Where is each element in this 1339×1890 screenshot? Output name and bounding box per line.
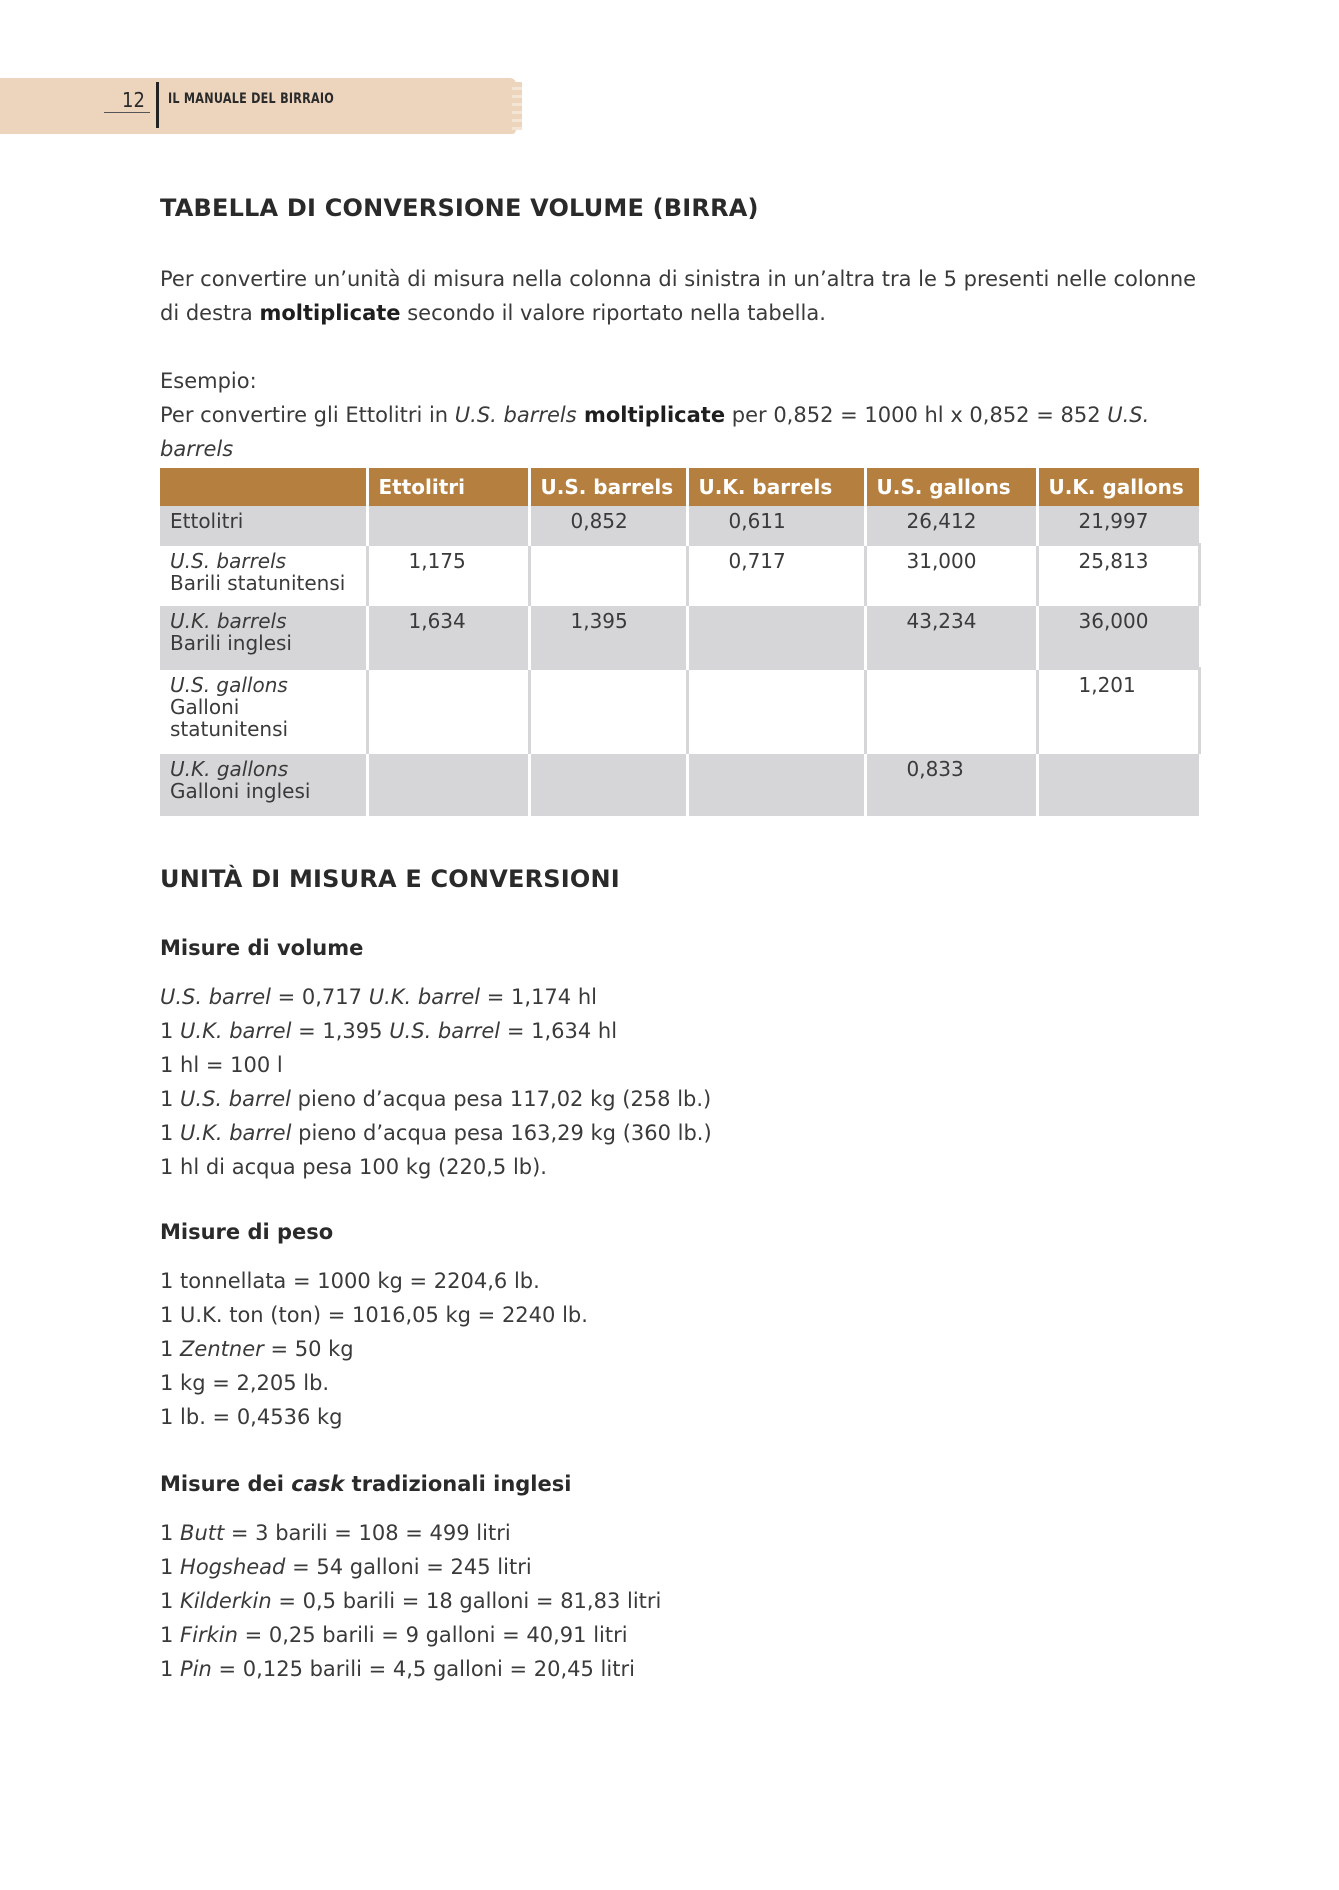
- table-cell: [687, 754, 865, 816]
- table-header-row: [160, 468, 1199, 506]
- table-cell: [367, 754, 529, 816]
- item-italic-1: Zentner: [180, 1337, 264, 1361]
- item-text-2: = 1,174 hl: [480, 985, 597, 1009]
- table-cell: 36,000: [1037, 606, 1199, 668]
- table-cell: 21,997: [1037, 506, 1199, 544]
- cask-list: [160, 1516, 1060, 1686]
- table-cell: 1,634: [367, 606, 529, 668]
- book-title: IL MANUALE DEL BIRRAIO: [168, 91, 335, 107]
- list-item: [160, 1082, 1060, 1116]
- header-divider: [156, 82, 159, 128]
- volume-list: [160, 980, 1060, 1184]
- intro-bold: moltiplicate: [259, 301, 401, 325]
- table-cell: 1,395: [529, 606, 687, 668]
- table-cell: [529, 544, 687, 606]
- example-text: [160, 398, 1200, 466]
- cask-title-1: Misure dei: [160, 1472, 292, 1496]
- item-italic-2: U.S. barrel: [389, 1019, 501, 1043]
- page-number: 12: [122, 88, 145, 112]
- example-block: [160, 364, 1200, 466]
- item-text-1: = 54 galloni = 245 litri: [285, 1555, 532, 1579]
- table-cell: [529, 668, 687, 754]
- intro-text-2: secondo il valore riportato nella tabella.: [400, 301, 826, 325]
- item-italic-1: U.K. barrel: [180, 1019, 292, 1043]
- table-cell: [687, 668, 865, 754]
- item-italic-1: Butt: [180, 1521, 225, 1545]
- item-text-1: = 50 kg: [263, 1337, 354, 1361]
- item-text-1: = 3 barili = 108 = 499 litri: [224, 1521, 511, 1545]
- row-header: [160, 754, 367, 816]
- table-cell: 25,813: [1037, 544, 1199, 606]
- weight-title: Misure di peso: [160, 1220, 334, 1244]
- item-italic-1: Pin: [180, 1657, 212, 1681]
- item-text-1: = 1,395: [291, 1019, 390, 1043]
- row-header-sub: Barili statunitensi: [170, 570, 346, 595]
- item-text-1: = 0,717: [270, 985, 369, 1009]
- example-text-2: per 0,852 = 1000 hl x 0,852 = 852: [725, 403, 1108, 427]
- cask-title: [160, 1472, 571, 1496]
- row-header-italic: U.K. gallons: [170, 757, 289, 781]
- table-header-cell: U.S. barrels: [529, 468, 687, 506]
- list-item: [160, 1652, 1060, 1686]
- list-item: [160, 1298, 1060, 1332]
- table-cell: 0,833: [865, 754, 1037, 816]
- list-item: [160, 1014, 1060, 1048]
- item-text-1: = 0,5 barili = 18 galloni = 81,83 litri: [271, 1589, 662, 1613]
- list-item: [160, 1332, 1060, 1366]
- item-text-0: 1 tonnellata = 1000 kg = 2204,6 lb.: [160, 1269, 540, 1293]
- units-section-title: UNITÀ DI MISURA E CONVERSIONI: [160, 865, 620, 893]
- list-item: [160, 980, 1060, 1014]
- item-text-0: 1 U.K. ton (ton) = 1016,05 kg = 2240 lb.: [160, 1303, 588, 1327]
- item-text-1: pieno d’acqua pesa 117,02 kg (258 lb.): [291, 1087, 712, 1111]
- table-cell: 0,717: [687, 544, 865, 606]
- table-cell: [865, 668, 1037, 754]
- list-item: [160, 1516, 1060, 1550]
- item-italic-1: U.K. barrel: [180, 1121, 292, 1145]
- item-text-0: 1 kg = 2,205 lb.: [160, 1371, 330, 1395]
- list-item: [160, 1618, 1060, 1652]
- item-text-0: 1: [160, 1337, 181, 1361]
- list-item: [160, 1116, 1060, 1150]
- table-cell: [1037, 754, 1199, 816]
- item-italic-1: Firkin: [180, 1623, 238, 1647]
- row-header-sub: Barili inglesi: [170, 631, 292, 655]
- table-section-title: TABELLA DI CONVERSIONE VOLUME (BIRRA): [160, 194, 759, 222]
- item-text-0: 1: [160, 1555, 181, 1579]
- table-header-cell: U.K. gallons: [1037, 468, 1199, 506]
- item-italic-1: Hogshead: [180, 1555, 286, 1579]
- item-italic-1: U.S. barrel: [180, 1087, 291, 1111]
- intro-text-1: Per convertire un’unità di misura nella colonna di sinistra in un’altra tra le 5 presenti nelle colonne di destra: [160, 267, 1197, 325]
- table-cell: [367, 506, 529, 544]
- row-header: [160, 606, 367, 668]
- table-header-cell: [160, 468, 367, 506]
- table-cell: 1,175: [367, 544, 529, 606]
- table-cell: 0,611: [687, 506, 865, 544]
- table-cell: 0,852: [529, 506, 687, 544]
- cask-title-italic: cask: [291, 1472, 345, 1496]
- item-text-0: 1: [160, 1121, 181, 1145]
- table-cell: [687, 606, 865, 668]
- item-text-0: 1: [160, 1623, 181, 1647]
- row-header-label: Ettolitri: [170, 509, 244, 533]
- item-text-0: 1: [160, 1521, 181, 1545]
- table-row: [160, 754, 1199, 816]
- table-header-cell: U.K. barrels: [687, 468, 865, 506]
- example-label: Esempio:: [160, 369, 257, 393]
- row-header: [160, 668, 367, 754]
- example-italic-1: U.S. barrels: [454, 403, 577, 427]
- row-header-sub: Galloni inglesi: [170, 779, 311, 803]
- item-text-0: 1: [160, 1589, 181, 1613]
- list-item: [160, 1264, 1060, 1298]
- table-row: [160, 544, 1199, 606]
- table-header-cell: Ettolitri: [367, 468, 529, 506]
- example-text-1: Per convertire gli Ettolitri in: [160, 403, 455, 427]
- list-item: [160, 1550, 1060, 1584]
- row-header-italic: U.S. gallons: [170, 672, 288, 697]
- row-header-italic: U.K. barrels: [170, 609, 287, 633]
- item-italic-2: U.K. barrel: [368, 985, 481, 1009]
- list-item: [160, 1048, 1060, 1082]
- intro-paragraph: [160, 262, 1200, 330]
- list-item: [160, 1400, 1060, 1434]
- item-text-0: 1: [160, 1657, 181, 1681]
- table-header-cell: U.S. gallons: [865, 468, 1037, 506]
- table-row: [160, 606, 1199, 668]
- volume-title: Misure di volume: [160, 936, 364, 960]
- item-text-0: 1: [160, 1087, 181, 1111]
- example-italic-2: U.S. barrels: [160, 403, 1150, 461]
- weight-list: [160, 1264, 1060, 1434]
- list-item: [160, 1584, 1060, 1618]
- item-text-1: = 0,25 barili = 9 galloni = 40,91 litri: [237, 1623, 628, 1647]
- item-italic-1: Kilderkin: [180, 1589, 272, 1613]
- row-header-sub: Galloni statunitensi: [170, 694, 289, 741]
- table-cell: 31,000: [865, 544, 1037, 606]
- cask-title-2: tradizionali inglesi: [344, 1472, 572, 1496]
- table-cell: 1,201: [1037, 668, 1199, 754]
- item-text-0: 1 lb. = 0,4536 kg: [160, 1405, 343, 1429]
- page-number-rule: [104, 112, 150, 113]
- list-item: [160, 1366, 1060, 1400]
- list-item: [160, 1150, 1060, 1184]
- table-row: [160, 506, 1199, 544]
- item-text-0: 1 hl = 100 l: [160, 1053, 283, 1077]
- row-header: [160, 506, 367, 544]
- table-cell: 26,412: [865, 506, 1037, 544]
- table-cell: [529, 754, 687, 816]
- table-cell: [367, 668, 529, 754]
- item-text-2: = 1,634 hl: [500, 1019, 618, 1043]
- item-italic-1: U.S. barrel: [160, 985, 271, 1009]
- table-row: [160, 668, 1199, 754]
- row-header: [160, 544, 367, 606]
- item-text-1: pieno d’acqua pesa 163,29 kg (360 lb.): [291, 1121, 712, 1145]
- item-text-0: 1 hl di acqua pesa 100 kg (220,5 lb).: [160, 1155, 547, 1179]
- row-header-italic: U.S. barrels: [170, 548, 287, 573]
- example-bold: moltiplicate: [576, 403, 726, 427]
- item-text-0: 1: [160, 1019, 181, 1043]
- table-cell: 43,234: [865, 606, 1037, 668]
- item-text-1: = 0,125 barili = 4,5 galloni = 20,45 litri: [211, 1657, 635, 1681]
- conversion-table: [160, 468, 1201, 816]
